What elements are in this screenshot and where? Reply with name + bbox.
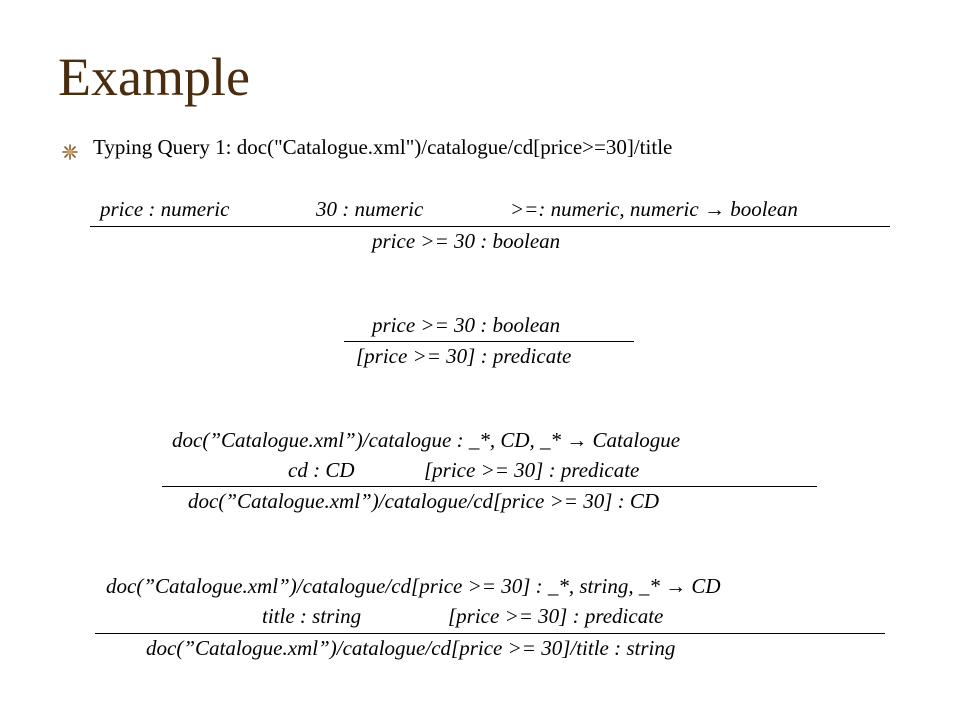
rule4-conclusion: doc(”Catalogue.xml”)/catalogue/cd[price >= 30]/title : string xyxy=(146,636,676,660)
rule2-premise-1: price >= 30 : boolean xyxy=(372,313,561,337)
rule1-conclusion: price >= 30 : boolean xyxy=(372,229,561,253)
rule3-premise-1: doc(”Catalogue.xml”)/catalogue : _*, CD, _* → Catalogue xyxy=(172,428,681,452)
bullet-text: Typing Query 1: doc("Catalogue.xml")/catalogue/cd[price>=30]/title xyxy=(93,135,673,159)
rule2-conclusion: [price >= 30] : predicate xyxy=(356,344,572,368)
rule4-premise-2: title : string xyxy=(262,604,362,628)
rule4-inference-line xyxy=(95,633,885,634)
rule3-premise-2: cd : CD xyxy=(288,458,355,482)
bullet-item xyxy=(62,133,672,161)
rule3-inference-line xyxy=(162,486,817,487)
rule4-premise-1: doc(”Catalogue.xml”)/catalogue/cd[price >= 30] : _*, string, _* → CD xyxy=(106,574,721,598)
rule3-premise-3: [price >= 30] : predicate xyxy=(424,458,640,482)
rule3-conclusion: doc(”Catalogue.xml”)/catalogue/cd[price >= 30] : CD xyxy=(188,489,660,513)
rule4-premise-3: [price >= 30] : predicate xyxy=(448,604,664,628)
starburst-bullet-icon xyxy=(62,139,78,155)
rule1-premise-3: >=: numeric, numeric → boolean xyxy=(510,197,798,221)
slide-title: Example xyxy=(58,47,250,107)
rule2-inference-line xyxy=(344,341,634,342)
rule1-inference-line xyxy=(90,226,890,227)
rule1-premise-2: 30 : numeric xyxy=(316,197,424,221)
rule1-premise-1: price : numeric xyxy=(100,197,230,221)
